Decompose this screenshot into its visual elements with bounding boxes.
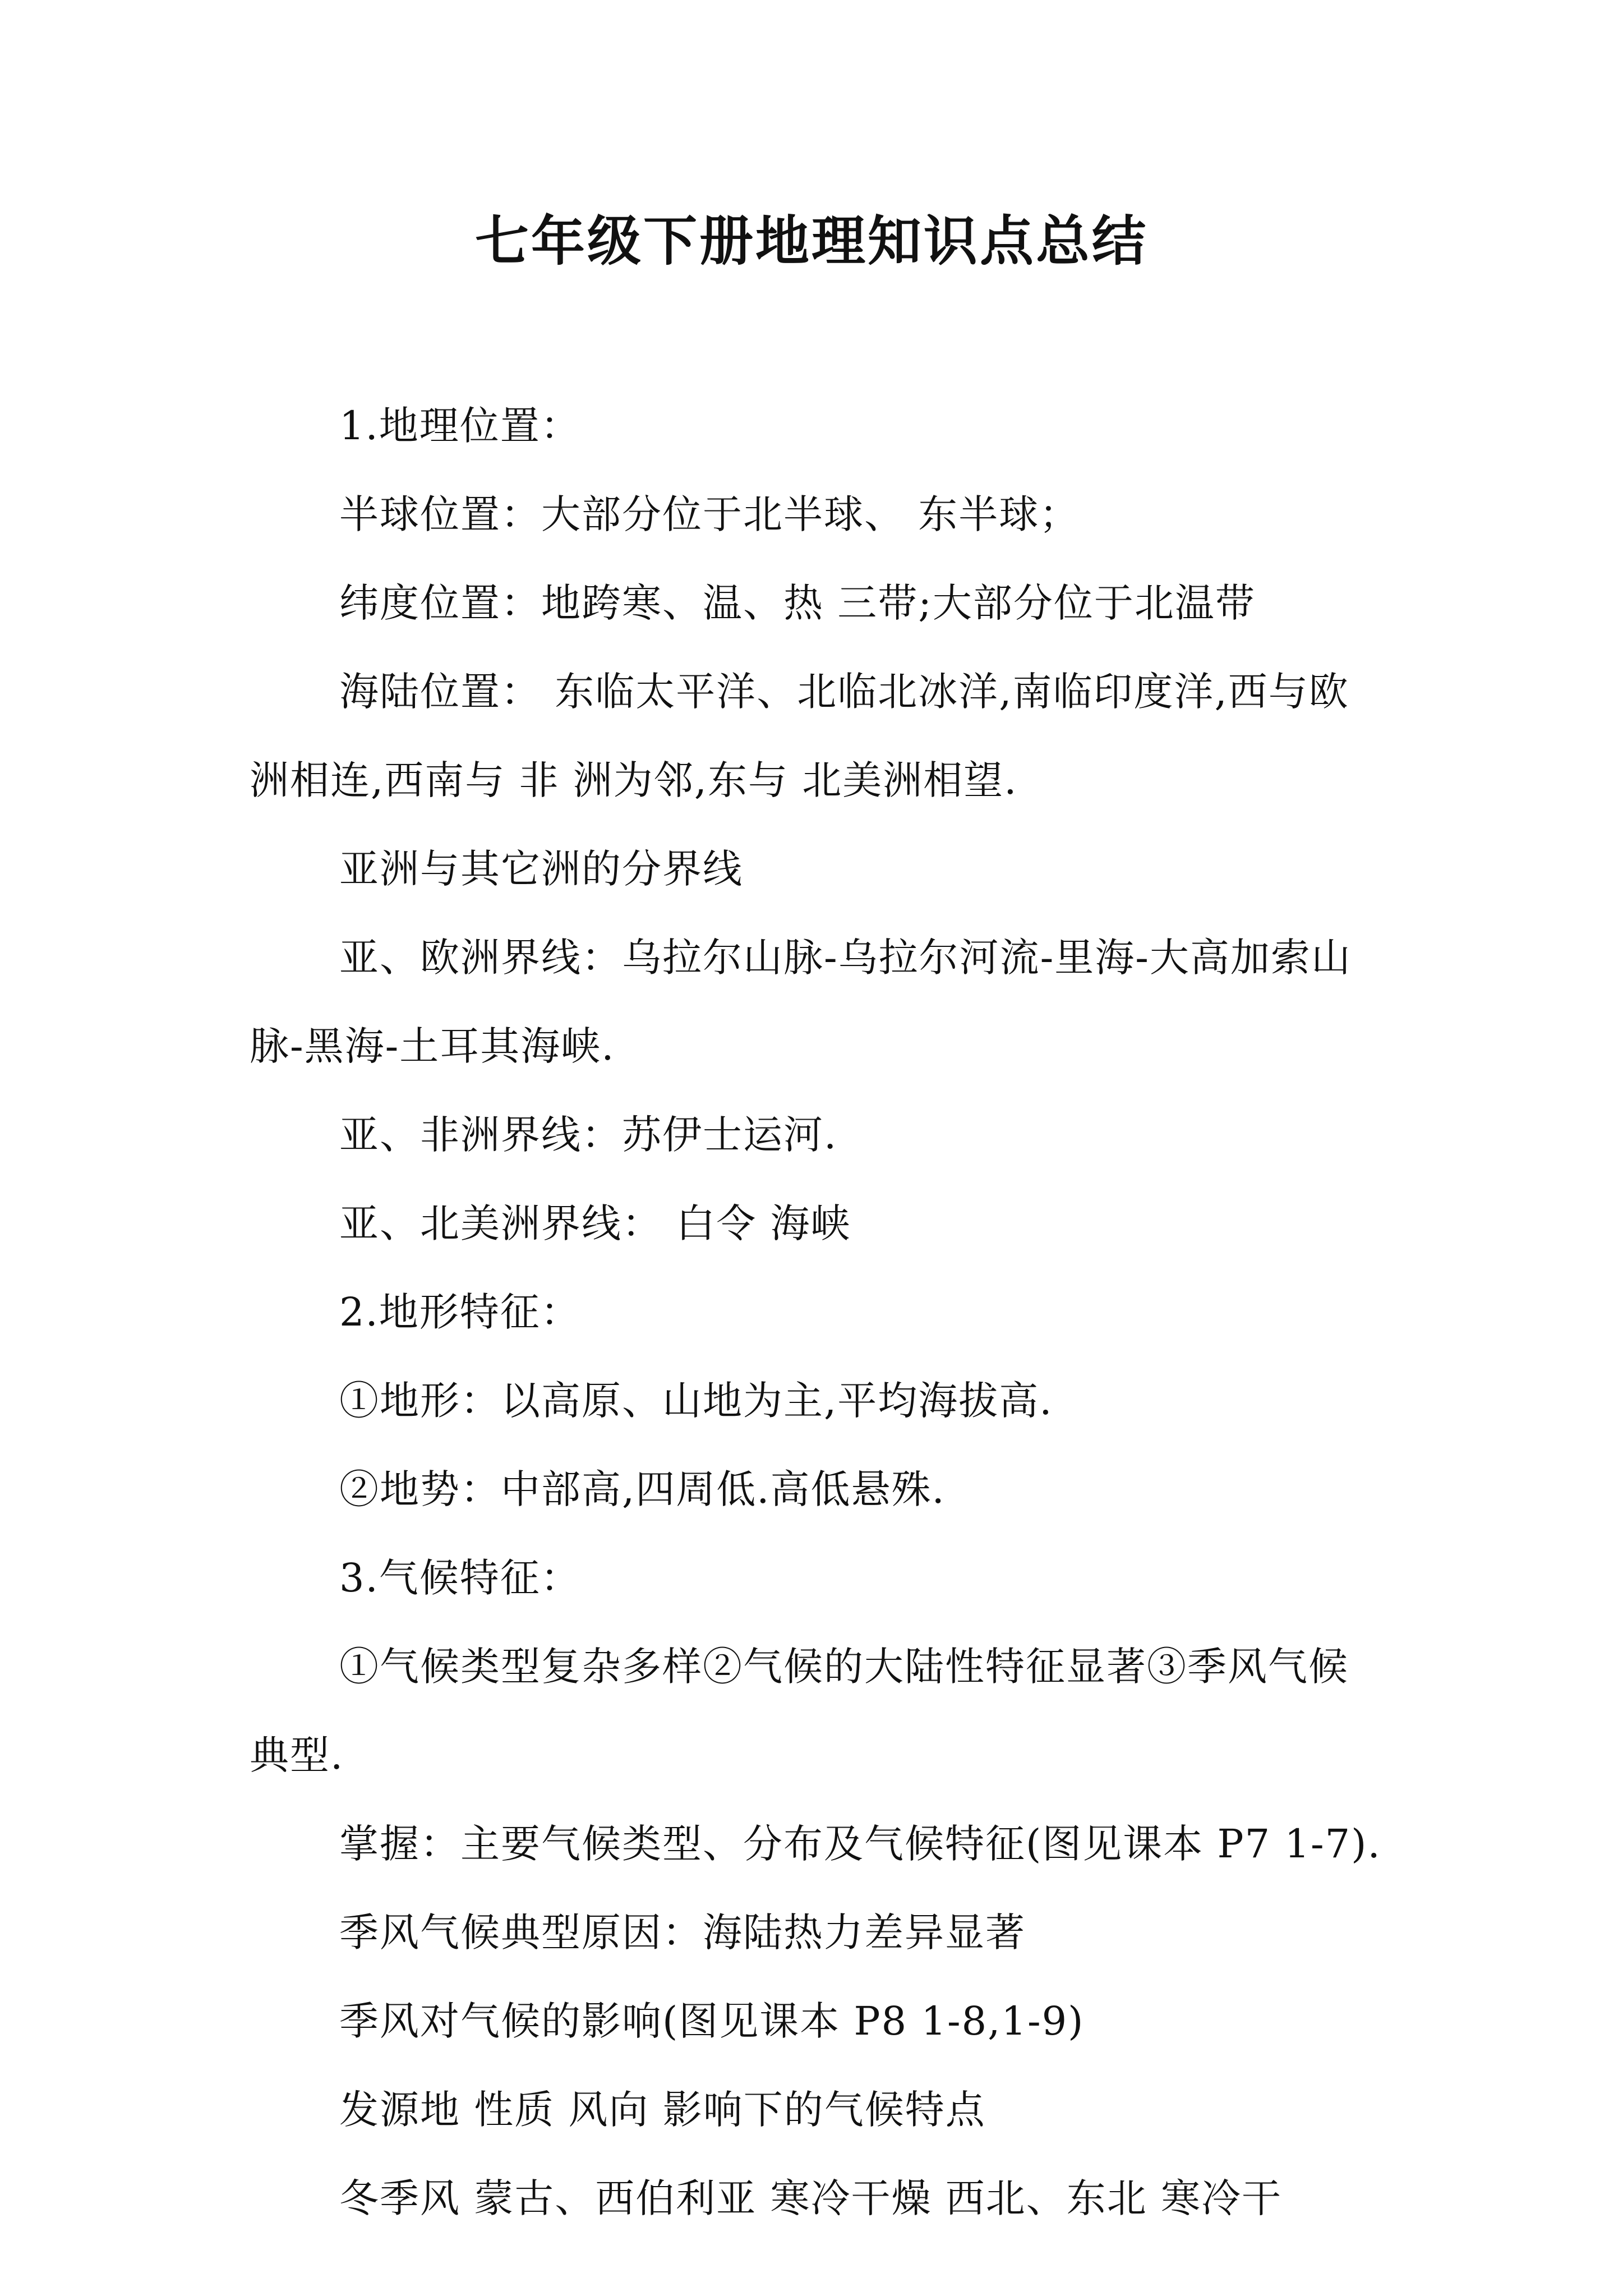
paragraph: 季风对气候的影响(图见课本 P8 1-8,1-9) [339,1998,1085,2044]
paragraph: 亚、非洲界线：苏伊士运河. [339,1112,838,1158]
paragraph: 1.地理位置： [339,403,581,449]
document-title: 七年级下册地理知识点总结 [475,210,1148,273]
paragraph: 半球位置：大部分位于北半球、 东半球； [339,491,1080,537]
paragraph: 海陆位置： 东临太平洋、北临北冰洋,南临印度洋,西与欧 洲相连,西南与 非 洲为邻,东与 北美洲相望. [250,669,1349,803]
paragraph: ②地势：中部高,四周低.高低悬殊. [339,1466,946,1512]
paragraph: 季风气候典型原因：海陆热力差异显著 [339,1910,1026,1955]
paragraph: 纬度位置：地跨寒、温、热 三带;大部分位于北温带 [339,580,1256,626]
paragraph: 亚、欧洲界线：乌拉尔山脉-乌拉尔河流-里海-大高加索山脉-黑海-土耳其海峡. [250,935,1352,1069]
paragraph: 3.气候特征： [339,1555,581,1601]
paragraph: 掌握：主要气候类型、分布及气候特征(图见课本 P7 1-7). [339,1821,1381,1867]
paragraph: 冬季风 蒙古、西伯利亚 寒冷干燥 西北、东北 寒冷干 [339,2175,1283,2221]
paragraph: ①气候类型复杂多样②气候的大陆性特征显著③季风气候典型. [250,1644,1349,1778]
document-body [250,381,1388,2243]
paragraph: 发源地 性质 风向 影响下的气候特点 [339,2087,986,2133]
paragraph: 亚、北美洲界线： 白令 海峡 [339,1200,851,1246]
paragraph: ①地形：以高原、山地为主,平均海拔高. [339,1378,1053,1424]
paragraph: 亚洲与其它洲的分界线 [339,846,743,892]
paragraph: 2.地形特征： [339,1289,581,1335]
